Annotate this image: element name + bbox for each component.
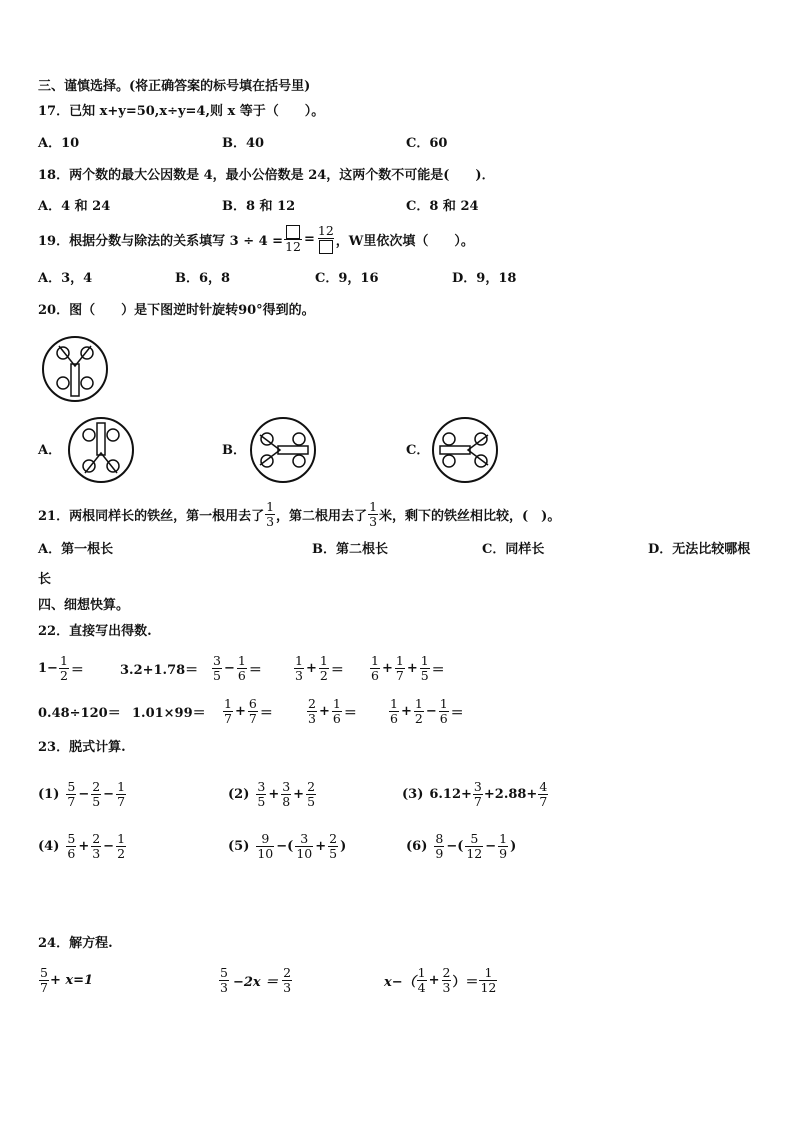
q20-option-c-label: C． [406, 443, 430, 458]
q20-reference-figure [40, 334, 110, 404]
q20-option-b-label: B． [222, 443, 246, 458]
q21-option-d-wrap: 长 [38, 572, 52, 587]
q21-option-c: C．同样长 [482, 542, 545, 557]
q22-item-2: 3.2+1.78＝ [120, 662, 199, 678]
q22-item-9: $\frac{2}{3}$ + $\frac{1}{6}$ ＝ [308, 695, 357, 726]
q19-option-b: B．6，8 [175, 271, 231, 286]
section3-title: 三、谨慎选择。(将正确答案的标号填在括号里) [38, 79, 311, 94]
q19-stem: 19．根据分数与除法的关系填写 3 ÷ 4 = 12 = 12 ，W里依次填（ ）。 [38, 223, 474, 254]
q19-fraction-1: 12 [284, 224, 302, 254]
q18-stem: 18．两个数的最大公因数是 4，最小公倍数是 24，这两个数不可能是( )． [38, 168, 495, 183]
q19-fraction-2: 12 [317, 224, 335, 254]
q22-item-1: 1− $\frac{1}{2}$ ＝ [38, 652, 84, 683]
q23-item-2: (2) $\frac{3}{5}$ + $\frac{3}{8}$ + $\frac{2}{5}$ [228, 778, 316, 809]
q17-option-b: B．40 [222, 136, 265, 151]
q22-item-4: $\frac{1}{3}$ + $\frac{1}{2}$ ＝ [295, 652, 344, 683]
q17-stem: 17．已知 x+y=50,x÷y=4,则 x 等于（ ）。 [38, 104, 325, 119]
q23-title: 23．脱式计算. [38, 740, 126, 755]
q21-fraction-1: $\frac{1}{3}$ [266, 498, 275, 529]
q23-item-1: (1) $\frac{5}{7}$ − $\frac{2}{5}$ − $\frac{1}{7}$ [38, 778, 126, 809]
q17-option-a: A．10 [38, 136, 80, 151]
q22-item-8: $\frac{1}{7}$ + $\frac{6}{7}$ ＝ [224, 695, 273, 726]
q20-option-c-figure [430, 415, 500, 485]
q20-option-a-label: A． [38, 443, 62, 458]
q19-option-a: A．3，4 [38, 271, 93, 286]
q20-stem: 20．图（ ）是下图逆时针旋转90°得到的。 [38, 303, 315, 318]
q24-equation-1: $\frac{5}{7}$ + x=1 [40, 964, 94, 995]
q24-title: 24．解方程. [38, 936, 113, 951]
q21-stem: 21．两根同样长的铁丝，第一根用去了 $\frac{1}{3}$ ，第二根用去了 $\frac{1}{3}$ 米，剩下的铁丝相比较，( )。 [38, 498, 561, 529]
q18-option-b: B．8 和 12 [222, 199, 296, 214]
q21-option-d: D．无法比较哪根 [648, 542, 751, 557]
q23-item-3: (3) 6.12+ $\frac{3}{7}$ +2.88+ $\frac{4}{7}$ [402, 778, 548, 809]
q22-item-5: $\frac{1}{6}$ + $\frac{1}{7}$ + $\frac{1}{5}$ ＝ [371, 652, 445, 683]
q17-option-c: C．60 [406, 136, 448, 151]
q23-item-5: (5) $\frac{9}{10}$ −( $\frac{3}{10}$ + $\frac{2}{5}$ ) [228, 830, 347, 861]
q18-option-c: C．8 和 24 [406, 199, 479, 214]
q19-option-c: C．9，16 [315, 271, 379, 286]
q21-fraction-2: $\frac{1}{3}$ [369, 498, 378, 529]
q22-title: 22．直接写出得数. [38, 624, 152, 639]
q18-option-a: A．4 和 24 [38, 199, 111, 214]
q24-equation-2: $\frac{5}{3}$ −2x ＝ $\frac{2}{3}$ [220, 964, 292, 995]
section4-title: 四、细想快算。 [38, 598, 130, 613]
q22-item-3: $\frac{3}{5}$ − $\frac{1}{6}$ ＝ [213, 652, 262, 683]
q21-option-a: A．第一根长 [38, 542, 114, 557]
q22-item-10: $\frac{1}{6}$ + $\frac{1}{2}$ − $\frac{1}{6}$ ＝ [390, 695, 464, 726]
q22-item-7: 1.01×99＝ [132, 705, 206, 721]
q23-item-6: (6) $\frac{8}{9}$ −( $\frac{5}{12}$ − $\frac{1}{9}$ ) [406, 830, 517, 861]
q22-item-6: 0.48÷120＝ [38, 705, 121, 721]
q20-option-b-figure [248, 415, 318, 485]
q23-item-4: (4) $\frac{5}{6}$ + $\frac{2}{3}$ − $\frac{1}{2}$ [38, 830, 126, 861]
q20-option-a-figure [66, 415, 136, 485]
q21-option-b: B．第二根长 [312, 542, 388, 557]
q19-option-d: D．9，18 [452, 271, 517, 286]
q24-equation-3: x−（ $\frac{1}{4}$ + $\frac{2}{3}$ ）＝ $\frac{1}{12}$ [384, 964, 497, 995]
